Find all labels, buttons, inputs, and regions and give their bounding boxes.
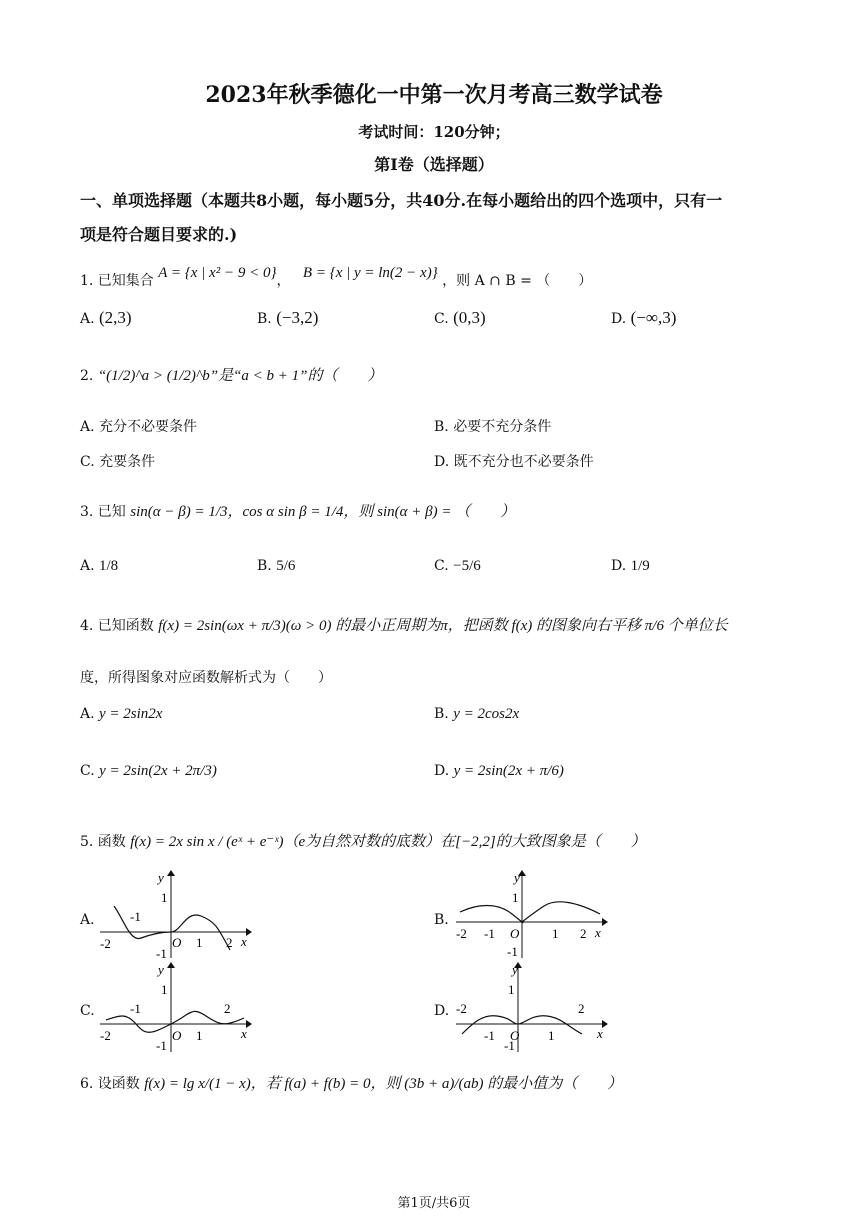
q3-option-c: C. −5/6 (434, 558, 481, 574)
graph-a-x: x (241, 934, 247, 949)
q5-graph-d (452, 960, 612, 1054)
graph-d-neg2: -2 (456, 1001, 467, 1016)
graph-d-x: x (597, 1026, 603, 1041)
q4-number: 4. 已知函数 (80, 618, 154, 634)
graph-c-1: 1 (196, 1028, 203, 1043)
graph-c-2: 2 (224, 1001, 231, 1016)
q5-graph-c (96, 960, 256, 1054)
graph-b-2: 2 (580, 926, 587, 941)
q1-option-d: D. (−∞,3) (611, 308, 677, 327)
graph-a-1: 1 (196, 935, 203, 950)
q3-stem: sin(α − β) = 1/3，cos α sin β = 1/4，则 sin(α + β) = （ ） (130, 504, 516, 520)
q5-number: 5. 函数 (80, 834, 126, 850)
q1-option-b: B. (−3,2) (257, 308, 319, 327)
graph-d-one: 1 (508, 982, 515, 997)
graph-a-o: O (172, 935, 182, 950)
graph-b-o: O (510, 926, 520, 941)
graph-a-one: 1 (161, 890, 168, 905)
graph-b-1: 1 (552, 926, 559, 941)
q3-option-d: D. 1/9 (611, 558, 650, 574)
q1-number: 1. 已知集合 (80, 273, 154, 289)
graph-d-o: O (510, 1028, 520, 1043)
q5-option-d: D. (434, 1003, 450, 1019)
question-3 (80, 500, 515, 521)
graph-d-2: 2 (578, 1001, 585, 1016)
graph-a-2: 2 (226, 935, 233, 950)
question-5 (80, 830, 646, 851)
q3-number: 3. 已知 (80, 504, 126, 520)
graph-c-neg1y: -1 (156, 1038, 167, 1053)
graph-d-neg1: -1 (484, 1028, 495, 1043)
graph-c-x: x (241, 1026, 247, 1041)
exam-time: 考试时间：120分钟； (358, 123, 510, 141)
q1-tail: ，则 A ∩ B = （ ） (442, 273, 593, 289)
graph-d-y: y (512, 962, 518, 977)
q1-option-a: A. (2,3) (80, 308, 132, 327)
graph-b-x: x (595, 925, 601, 940)
question-1: 1. 已知集合 A = {x | x² − 9 < 0}， B = {x | y = ln(2 − x)} ，则 A ∩ B = （ ） (80, 265, 593, 289)
q5-option-c: C. (80, 1003, 95, 1019)
q5-graph-b (452, 868, 612, 960)
q4-line2: 度，所得图象对应函数解析式为（ ） (80, 670, 332, 686)
graph-b-one: 1 (512, 890, 519, 905)
q2-stem: “(1/2)^a > (1/2)^b”是“a < b + 1”的（ ） (97, 368, 383, 384)
graph-a-neg1y: -1 (156, 946, 167, 960)
graph-c-y: y (158, 962, 164, 977)
q4-option-b: B. y = 2cos2x (434, 706, 520, 722)
question-4 (80, 614, 728, 635)
q1-set-a: A = {x | x² − 9 < 0} (158, 265, 277, 281)
graph-d-neg1y: -1 (504, 1038, 515, 1053)
graph-b-y: y (514, 870, 520, 885)
q4-option-c: C. y = 2sin(2x + 2π/3) (80, 763, 217, 779)
graph-c-neg2: -2 (100, 1028, 111, 1043)
section-heading-cont: 项是符合题目要求的.) (80, 225, 238, 244)
q5-stem: f(x) = 2x sin x / (eˣ + e⁻ˣ)（e为自然对数的底数）在[−2,2]的大致图象是（ ） (130, 834, 646, 850)
graph-c-o: O (172, 1028, 182, 1043)
q4-line1: f(x) = 2sin(ωx + π/3)(ω > 0) 的最小正周期为π，把函数 f(x) 的图象向右平移 π/6 个单位长 (158, 618, 728, 634)
q1-option-c: C. (0,3) (434, 308, 486, 327)
q2-option-c: C. 充要条件 (80, 454, 156, 470)
page-number: 第1页/共6页 (397, 1196, 471, 1211)
volume-heading: 第I卷（选择题） (374, 155, 494, 174)
q3-option-b: B. 5/6 (257, 558, 296, 574)
q2-option-d: D. 既不充分也不必要条件 (434, 454, 594, 470)
question-2 (80, 364, 383, 385)
graph-d-1: 1 (548, 1028, 555, 1043)
question-6 (80, 1072, 622, 1093)
graph-b-neg1: -1 (484, 926, 495, 941)
graph-a-y: y (158, 870, 164, 885)
graph-a-neg1: -1 (130, 909, 141, 924)
page-title: 2023年秋季德化一中第一次月考高三数学试卷 (205, 82, 663, 108)
q2-option-b: B. 必要不充分条件 (434, 419, 552, 435)
q1-set-b: B = {x | y = ln(2 − x)} (302, 265, 438, 281)
graph-c-one: 1 (161, 982, 168, 997)
q6-number: 6. 设函数 (80, 1076, 140, 1092)
section-heading: 一、单项选择题（本题共8小题，每小题5分，共40分.在每小题给出的四个选项中，只有一 (80, 191, 723, 210)
q5-graph-a (96, 868, 256, 960)
graph-b-neg2: -2 (456, 926, 467, 941)
graph-b-neg1y: -1 (507, 944, 518, 959)
q3-option-a: A. 1/8 (80, 558, 119, 574)
q5-option-b: B. (434, 912, 449, 928)
q2-number: 2. (80, 368, 94, 384)
q5-option-a: A. (80, 912, 95, 928)
q2-option-a: A. 充分不必要条件 (80, 419, 198, 435)
graph-a-neg2: -2 (100, 936, 111, 951)
q4-option-a: A. y = 2sin2x (80, 706, 163, 722)
q4-option-d: D. y = 2sin(2x + π/6) (434, 763, 564, 779)
graph-c-neg1: -1 (130, 1001, 141, 1016)
q6-stem: f(x) = lg x/(1 − x)，若 f(a) + f(b) = 0，则 (3b + a)/(ab) 的最小值为（ ） (144, 1076, 623, 1092)
